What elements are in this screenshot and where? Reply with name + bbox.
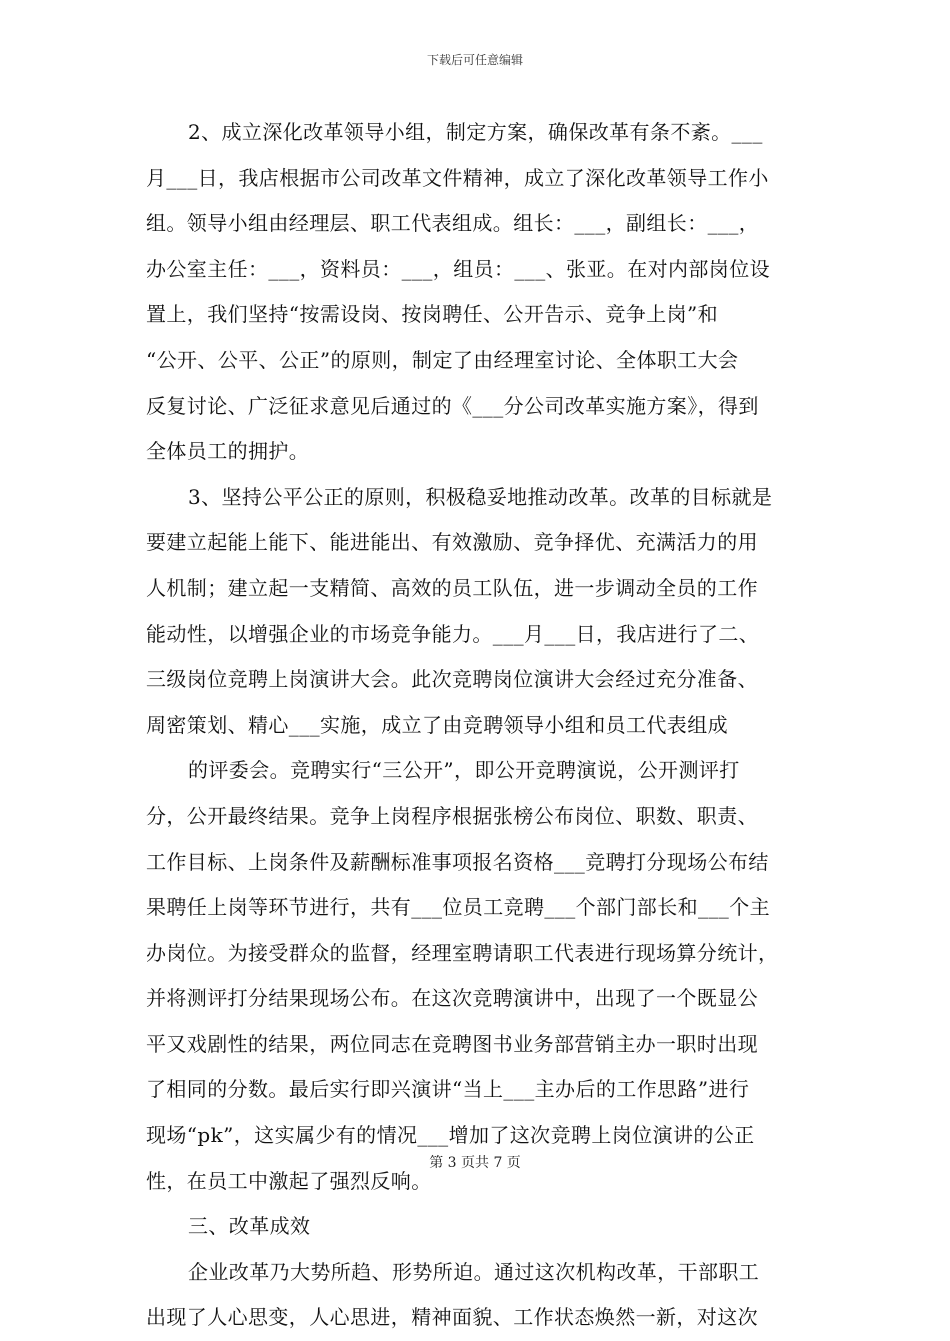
text-line: 能动性，以增强企业的市场竞争能力。___月___日，我店进行了二、 [146, 621, 760, 646]
text-line: 办公室主任：___，资料员：___，组员：___、张亚。在对内部岗位设 [146, 256, 770, 281]
text-line: 工作目标、上岗条件及薪酬标准事项报名资格___竞聘打分现场公布结 [146, 849, 769, 874]
text-line: 分，公开最终结果。竞争上岗程序根据张榜公布岗位、职数、职责、 [146, 803, 758, 828]
text-line: 全体员工的拥护。 [146, 439, 310, 464]
text-line: 置上，我们坚持“按需设岗、按岗聘任、公开告示、竞争上岗”和 [146, 302, 719, 327]
text-line: 现场“pk”，这实属少有的情况___增加了这次竞聘上岗位演讲的公正 [146, 1123, 755, 1148]
section-heading [146, 1204, 866, 1250]
paragraph-3 [146, 475, 866, 749]
text-line: 出现了人心思变，人心思进，精神面貌、工作状态焕然一新，对这次 [146, 1305, 758, 1330]
text-line: 平又戏剧性的结果，两位同志在竞聘图书业务部营销主办一职时出现 [146, 1031, 758, 1056]
paragraph-2 [146, 110, 866, 475]
text-line: 果聘任上岗等环节进行，共有___位员工竞聘___个部门部长和___个主 [146, 895, 770, 920]
text-line: 2、成立深化改革领导小组，制定方案，确保改革有条不紊。___ [188, 120, 763, 144]
text-line: 人机制；建立起一支精简、高效的员工队伍，进一步调动全员的工作 [146, 575, 758, 600]
text-line: 组。领导小组由经理层、职工代表组成。组长：___，副组长：___， [146, 211, 760, 236]
text-line: 三级岗位竞聘上岗演讲大会。此次竞聘岗位演讲大会经过充分准备、 [146, 667, 758, 692]
text-line: 反复讨论、广泛征求意见后通过的《___分公司改革实施方案》，得到 [146, 393, 759, 418]
text-line: 办岗位。为接受群众的监督，经理室聘请职工代表进行现场算分统计， [146, 940, 779, 965]
text-line: 并将测评打分结果现场公布。在这次竞聘演讲中，出现了一个既显公 [146, 986, 758, 1011]
page-header: 下载后可任意编辑 [426, 53, 523, 67]
paragraph-4 [146, 748, 866, 1204]
text-line: 了相同的分数。最后实行即兴演讲“当上___主办后的工作思路”进行 [146, 1077, 750, 1102]
page-number: 第 3 页共 7 页 [429, 1155, 521, 1171]
text-line: 3、坚持公平公正的原则，积极稳妥地推动改革。改革的目标就是 [188, 484, 773, 509]
paragraph-5 [146, 1250, 866, 1341]
text-line: 性，在员工中激起了强烈反响。 [146, 1168, 432, 1193]
text-line: 月___日，我店根据市公司改革文件精神，成立了深化改革领导工作小 [146, 165, 769, 190]
text-line: 企业改革乃大势所趋、形势所迫。通过这次机构改革，干部职工 [188, 1259, 760, 1284]
text-line: “公开、公平、公正”的原则，制定了由经理室讨论、全体职工大会 [146, 347, 739, 372]
text-line: 的评委会。竞聘实行“三公开”，即公开竞聘演说，公开测评打 [188, 758, 740, 783]
text-line: 要建立起能上能下、能进能出、有效激励、竞争择优、充满活力的用 [146, 530, 758, 555]
heading-line: 三、改革成效 [188, 1214, 311, 1239]
text-line: 周密策划、精心___实施，成立了由竞聘领导小组和员工代表组成 [146, 712, 728, 737]
